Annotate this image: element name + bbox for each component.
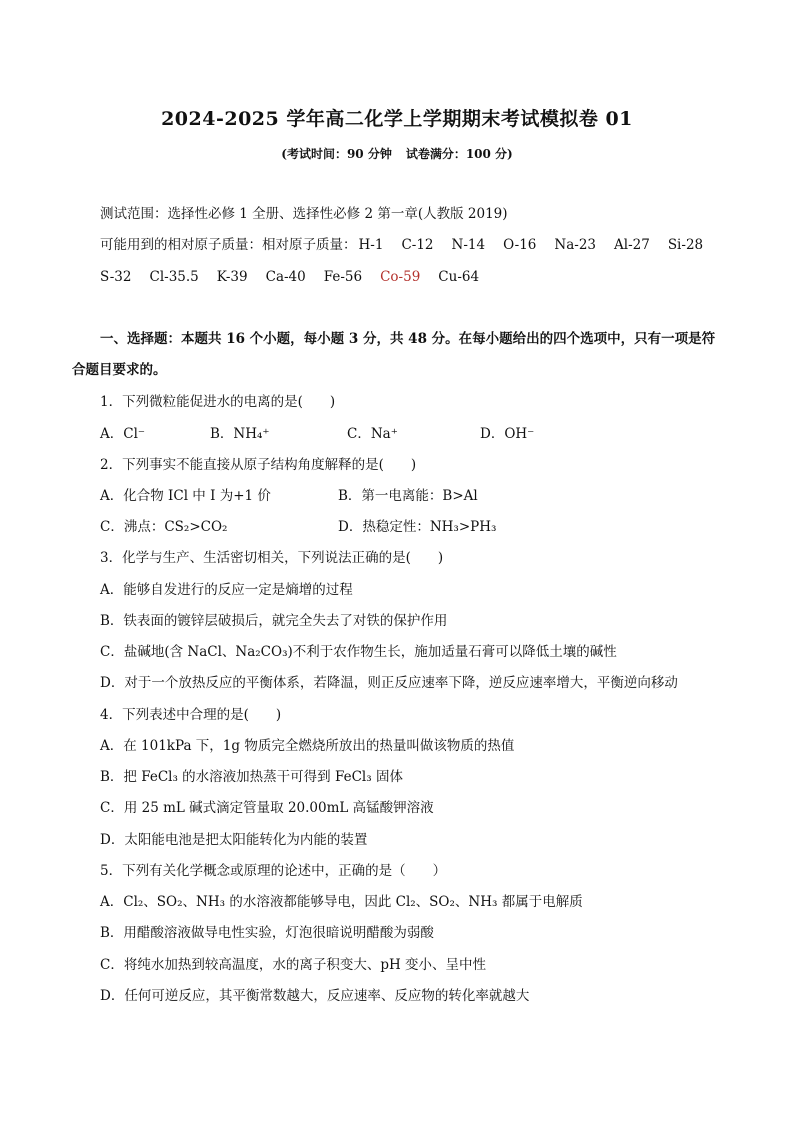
option-c: C．将纯水加热到较高温度，水的离子积变大、pH 变小、呈中性 [100, 957, 487, 973]
atomic-mass-line-2 [100, 268, 497, 286]
mass-item: Si-28 [667, 237, 704, 253]
option-b: B．NH₄⁺ [210, 426, 270, 442]
mass-item: Na-23 [554, 237, 596, 253]
question-stem: 4．下列表述中合理的是( ) [100, 707, 282, 723]
option-a: A．能够自发进行的反应一定是熵增的过程 [100, 582, 353, 598]
mass-item: K-39 [216, 269, 248, 285]
option-d: D．太阳能电池是把太阳能转化为内能的装置 [100, 832, 368, 848]
mass-item: Ca-40 [265, 269, 306, 285]
mass-item-highlighted: Co-59 [380, 269, 421, 285]
option-a: A．化合物 ICl 中 I 为+1 价 [100, 488, 271, 504]
option-a: A．Cl₂、SO₂、NH₃ 的水溶液都能够导电，因此 Cl₂、SO₂、NH₃ 都属于电解质 [100, 894, 583, 910]
question-stem: 3．化学与生产、生活密切相关，下列说法正确的是( ) [100, 550, 444, 566]
option-d: D．对于一个放热反应的平衡体系，若降温，则正反应速率下降，逆反应速率增大，平衡逆向移动 [100, 675, 678, 691]
option-c: C．用 25 mL 碱式滴定管量取 20.00mL 高锰酸钾溶液 [100, 800, 434, 816]
option-d: D．任何可逆反应，其平衡常数越大，反应速率、反应物的转化率就越大 [100, 988, 530, 1004]
option-row [100, 425, 600, 443]
option-a: A．在 101kPa 下，1g 物质完全燃烧所放出的热量叫做该物质的热值 [100, 738, 515, 754]
full-score: 试卷满分：100 分) [405, 147, 513, 161]
question-stem: 5．下列有关化学概念或原理的论述中，正确的是（ ） [100, 863, 447, 879]
section-heading: 一、选择题：本题共 16 个小题，每小题 3 分，共 48 分。在每小题给出的四个选项中，只有一项是符 [100, 331, 716, 347]
option-c: C．盐碱地(含 NaCl、Na₂CO₃)不利于农作物生长，施加适量石膏可以降低土壤的碱性 [100, 644, 617, 660]
option-b: B．用醋酸溶液做导电性实验，灯泡很暗说明醋酸为弱酸 [100, 925, 434, 941]
option-row [100, 487, 600, 505]
option-b: B．把 FeCl₃ 的水溶液加热蒸干可得到 FeCl₃ 固体 [100, 769, 403, 785]
mass-item: H-1 [358, 237, 384, 253]
atomic-mass-line-1 [100, 236, 721, 254]
option-b: B．第一电离能：B>Al [338, 488, 478, 504]
mass-item: Fe-56 [323, 269, 363, 285]
option-d: D．热稳定性：NH₃>PH₃ [338, 519, 497, 535]
mass-item: C-12 [401, 237, 434, 253]
mass-item: Cu-64 [438, 269, 480, 285]
option-c: C．沸点：CS₂>CO₂ [100, 519, 228, 535]
mass-item: Al-27 [614, 237, 650, 253]
section-heading-cont: 合题目要求的。 [72, 362, 167, 378]
mass-item: S-32 [100, 269, 132, 285]
mass-label: 可能用到的相对原子质量：相对原子质量： [100, 237, 357, 253]
option-row [100, 518, 600, 536]
test-scope: 测试范围：选择性必修 1 全册、选择性必修 2 第一章(人教版 2019) [100, 206, 508, 222]
exam-time: (考试时间：90 分钟 [281, 147, 392, 161]
question-stem: 2．下列事实不能直接从原子结构角度解释的是( ) [100, 457, 417, 473]
option-c: C．Na⁺ [347, 426, 398, 442]
question-stem: 1．下列微粒能促进水的电离的是( ) [100, 394, 336, 410]
mass-item: N-14 [451, 237, 486, 253]
page-title: 2024-2025 学年高二化学上学期期末考试模拟卷 01 [161, 108, 633, 130]
mass-item: O-16 [503, 237, 537, 253]
option-a: A．Cl⁻ [100, 426, 146, 442]
mass-item: Cl-35.5 [149, 269, 199, 285]
option-b: B．铁表面的镀锌层破损后，就完全失去了对铁的保护作用 [100, 613, 448, 629]
option-d: D．OH⁻ [480, 426, 535, 442]
exam-info [0, 145, 794, 162]
